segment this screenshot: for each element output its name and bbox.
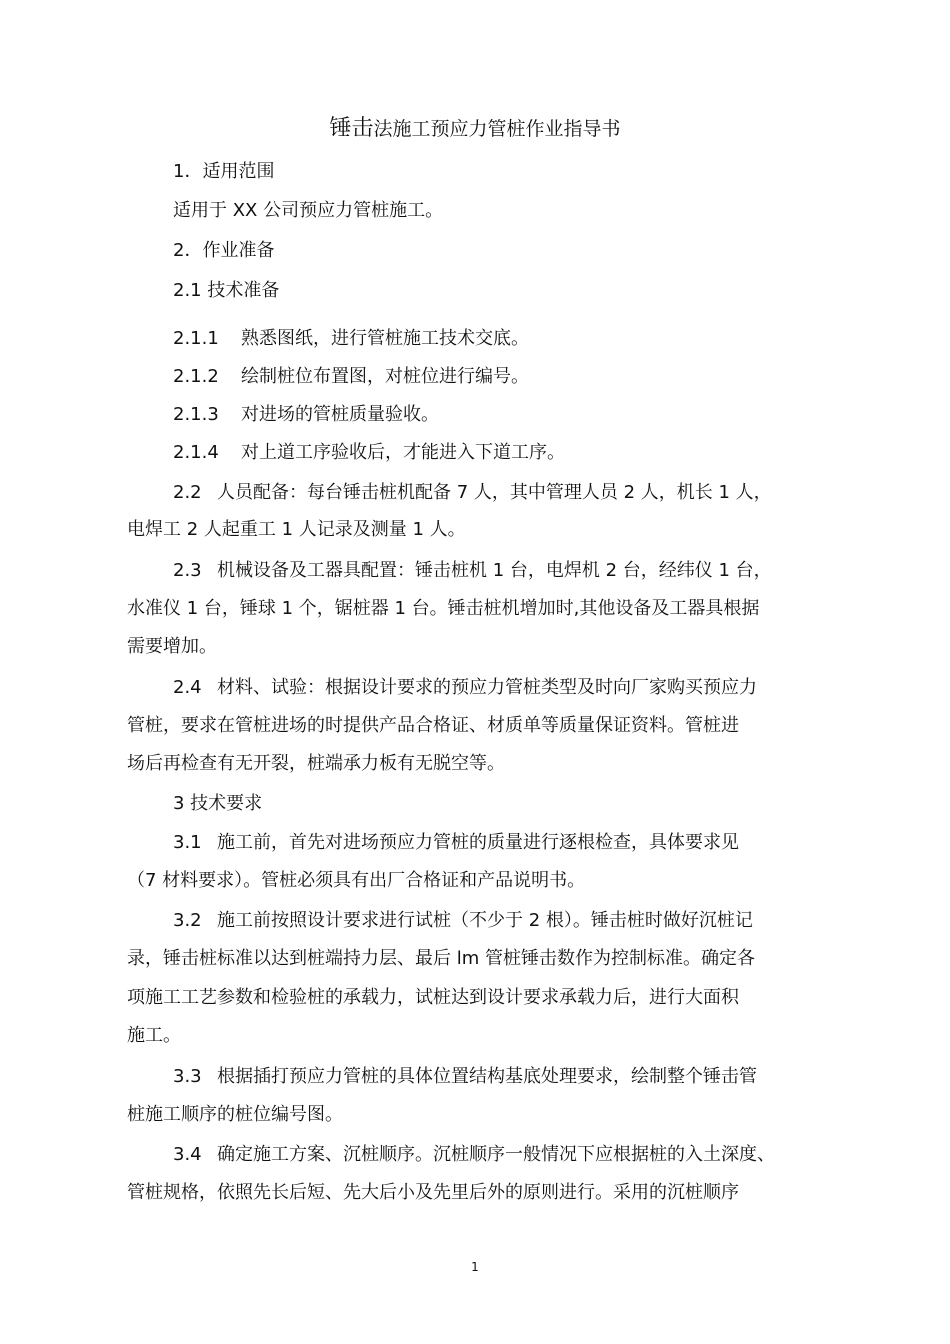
paragraph-number: 3.2 (173, 910, 202, 931)
paragraph-3-2-line-1: 3.2 施工前按照设计要求进行试桩（不少于 2 根）。锤击桩时做好沉桩记 (173, 906, 873, 936)
paragraph-number: 3.1 (173, 832, 202, 853)
list-item-number: 2.1.3 (173, 404, 219, 425)
paragraph-2-4-line-1: 2.4 材料、试验：根据设计要求的预应力管桩类型及时向厂家购买预应力 (173, 673, 873, 703)
list-item-text: 对上道工序验收后，才能进入下道工序。 (241, 442, 565, 463)
section-2-1-heading: 2.1 技术准备 (173, 280, 280, 301)
list-item (173, 362, 873, 392)
paragraph-2-3-line-3: 需要增加。 (127, 636, 217, 657)
list-item-text: 对进场的管桩质量验收。 (241, 404, 439, 425)
list-item-text: 绘制桩位布置图，对桩位进行编号。 (241, 366, 529, 387)
paragraph-2-4-line-2: 管桩，要求在管桩进场的时提供产品合格证、材质单等质量保证资料。管桩进 (127, 715, 739, 736)
paragraph-3-2-line-3: 项施工工艺参数和检验桩的承载力，试桩达到设计要求承载力后，进行大面积 (127, 987, 739, 1008)
title-part-1: 锤击 (329, 116, 374, 141)
section-3-heading: 3 技术要求 (173, 793, 263, 814)
paragraph-3-4-line-1: 3.4 确定施工方案、沉桩顺序。沉桩顺序一般情况下应根据桩的入土深度、 (173, 1140, 873, 1170)
list-item-number: 2.1.4 (173, 442, 219, 463)
paragraph-number: 2.2 (173, 482, 202, 503)
section-2-heading: 2．作业准备 (173, 240, 275, 261)
title-part-2: 法施工预应力管桩作业指导书 (373, 118, 621, 140)
paragraph-3-3-line-1: 3.3 根据插打预应力管桩的具体位置结构基底处理要求，绘制整个锤击管 (173, 1062, 873, 1092)
list-item-text: 熟悉图纸，进行管桩施工技术交底。 (241, 328, 529, 349)
paragraph-3-3-line-2: 桩施工顺序的桩位编号图。 (127, 1104, 343, 1125)
list-item (173, 438, 873, 468)
list-item-number: 2.1.2 (173, 366, 219, 387)
paragraph-3-4-line-2: 管桩规格，依照先长后短、先大后小及先里后外的原则进行。采用的沉桩顺序 (127, 1182, 739, 1203)
paragraph-2-3-line-1: 2.3 机械设备及工器具配置：锤击桩机 1 台，电焊机 2 台，经纬仪 1 台， (173, 556, 873, 586)
paragraph-2-2-line-1: 2.2 人员配备：每台锤击桩机配备 7 人，其中管理人员 2 人，机长 1 人， (173, 478, 873, 508)
page-number: 1 (471, 1260, 479, 1274)
paragraph-3-2-line-4: 施工。 (127, 1025, 181, 1046)
list-item-number: 2.1.1 (173, 328, 219, 349)
paragraph-number: 3.3 (173, 1066, 202, 1087)
paragraph-number: 3.4 (173, 1144, 202, 1165)
paragraph-number: 2.3 (173, 560, 202, 581)
paragraph-2-3-line-2: 水准仪 1 台，锤球 1 个，锯桩器 1 台。锤击桩机增加时,其他设备及工器具根据 (127, 598, 760, 619)
paragraph-3-1-line-2: （7 材料要求）。管桩必须具有出厂合格证和产品说明书。 (127, 870, 586, 891)
list-item (173, 400, 873, 430)
section-1-heading: 1．适用范围 (173, 161, 275, 182)
list-item (173, 324, 873, 354)
section-1-body: 适用于 XX 公司预应力管桩施工。 (173, 200, 444, 221)
paragraph-3-2-line-2: 录，锤击桩标准以达到桩端持力层、最后 lm 管桩锤击数作为控制标准。确定各 (127, 948, 755, 969)
paragraph-2-4-line-3: 场后再检查有无开裂，桩端承力板有无脱空等。 (127, 753, 505, 774)
paragraph-3-1-line-1: 3.1 施工前，首先对进场预应力管桩的质量进行逐根检查，具体要求见 (173, 828, 873, 858)
paragraph-number: 2.4 (173, 677, 202, 698)
document-title (0, 113, 950, 145)
paragraph-2-2-line-2: 电焊工 2 人起重工 1 人记录及测量 1 人。 (127, 519, 466, 540)
